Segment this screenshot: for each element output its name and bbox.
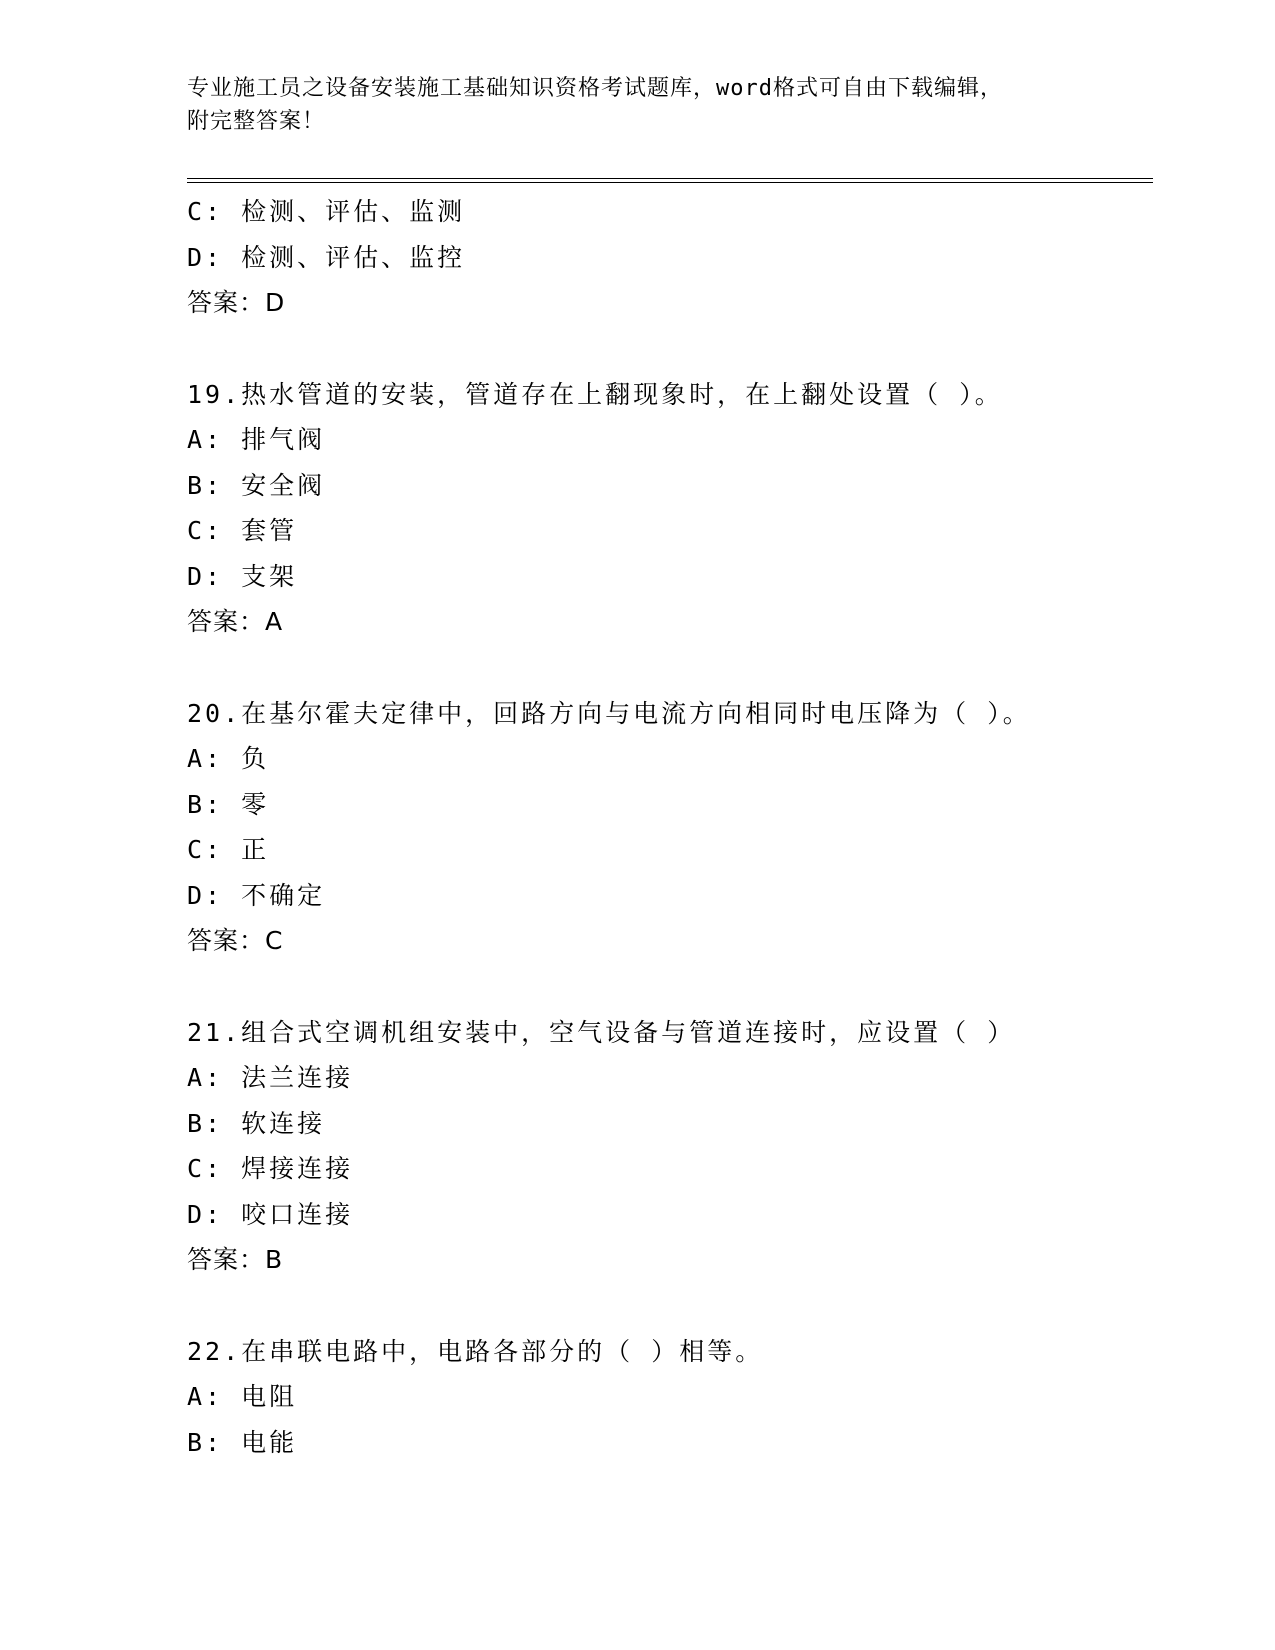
question-list <box>187 189 1147 1465</box>
answer-line: 答案：C <box>187 926 284 955</box>
option-c: C: 检测、评估、监测 <box>187 197 466 226</box>
option-c: C: 焊接连接 <box>187 1154 354 1183</box>
question-18-fragment <box>187 189 1147 326</box>
header-line-1: 专业施工员之设备安装施工基础知识资格考试题库，word格式可自由下载编辑， <box>187 76 1003 101</box>
document-header <box>187 72 1087 138</box>
option-c: C: 正 <box>187 835 270 864</box>
question-stem: 22.在串联电路中，电路各部分的（ ）相等。 <box>187 1336 764 1366</box>
option-a: A: 负 <box>187 744 270 773</box>
option-d: D: 检测、评估、监控 <box>187 242 466 272</box>
option-b: B: 电能 <box>187 1427 298 1457</box>
header-divider-top <box>187 178 1153 179</box>
option-a: A: 排气阀 <box>187 425 326 454</box>
header-divider-bottom <box>187 182 1153 183</box>
option-d: D: 不确定 <box>187 880 326 910</box>
question-stem: 20.在基尔霍夫定律中，回路方向与电流方向相同时电压降为（ ）。 <box>187 698 1031 728</box>
answer-line: 答案：D <box>187 288 286 317</box>
answer-line: 答案：B <box>187 1245 284 1274</box>
option-b: B: 软连接 <box>187 1108 326 1138</box>
option-b: B: 安全阀 <box>187 470 326 500</box>
question-22 <box>187 1329 1147 1466</box>
option-d: D: 咬口连接 <box>187 1199 354 1229</box>
option-a: A: 电阻 <box>187 1382 298 1411</box>
question-stem: 19.热水管道的安装，管道存在上翻现象时，在上翻处设置（ ）。 <box>187 379 1003 409</box>
answer-line: 答案：A <box>187 607 284 636</box>
option-d: D: 支架 <box>187 561 298 591</box>
header-line-2: 附完整答案！ <box>187 109 326 134</box>
option-b: B: 零 <box>187 789 270 819</box>
question-19 <box>187 372 1147 645</box>
question-stem: 21.组合式空调机组安装中，空气设备与管道连接时，应设置（ ） <box>187 1017 1016 1047</box>
question-21 <box>187 1010 1147 1283</box>
question-20 <box>187 691 1147 964</box>
option-c: C: 套管 <box>187 516 298 545</box>
option-a: A: 法兰连接 <box>187 1063 354 1092</box>
